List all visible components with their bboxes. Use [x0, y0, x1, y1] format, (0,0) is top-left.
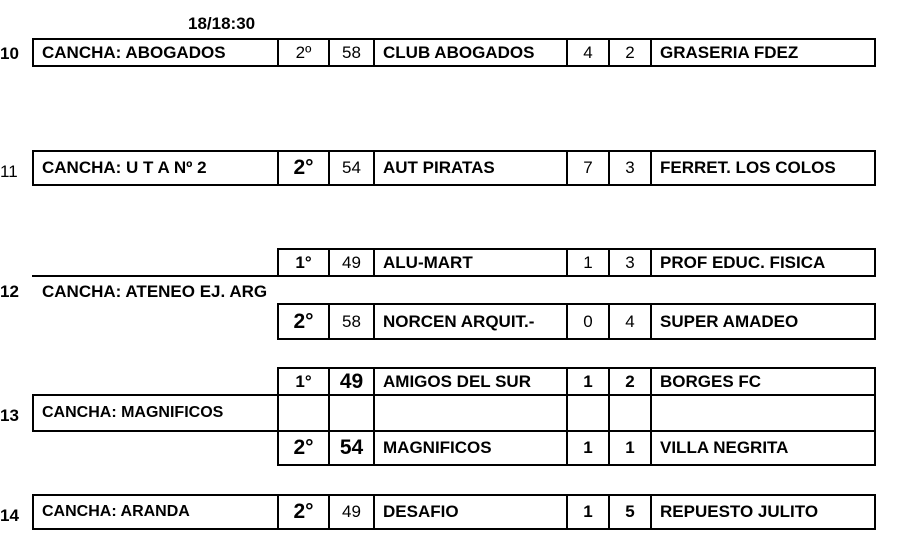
category-cell: 1°	[279, 369, 330, 394]
team2-cell: REPUESTO JULITO	[660, 502, 819, 521]
divider-line	[32, 275, 277, 277]
category-cell: 2°	[279, 305, 330, 338]
code-cell: 49	[330, 369, 375, 394]
code-cell: 49	[330, 250, 375, 275]
team2-cell: FERRET. LOS COLOS	[660, 158, 836, 177]
score2-cell: 5	[610, 496, 652, 528]
score1-cell: 4	[568, 40, 610, 65]
fixture-row-13b	[277, 430, 876, 466]
empty-cell	[279, 396, 330, 430]
team1-cell: DESAFIO	[375, 496, 568, 528]
score2-cell: 3	[610, 152, 652, 184]
score1-cell: 7	[568, 152, 610, 184]
team1-cell: NORCEN ARQUIT.-	[375, 305, 568, 338]
team1-cell: AUT PIRATAS	[375, 152, 568, 184]
score1-cell: 1	[568, 432, 610, 464]
row-number-10: 10	[0, 44, 19, 63]
row-number-11: 11	[0, 162, 18, 181]
code-cell: 58	[330, 305, 375, 338]
score2-cell: 3	[610, 250, 652, 275]
team2-cell: PROF EDUC. FISICA	[660, 252, 826, 272]
score2-cell: 2	[610, 40, 652, 65]
empty-cell	[375, 396, 568, 430]
team1-cell: AMIGOS DEL SUR	[375, 369, 568, 394]
code-cell: 54	[330, 432, 375, 464]
team1-cell: MAGNIFICOS	[375, 432, 568, 464]
code-cell: 58	[330, 40, 375, 65]
fixture-row-12b	[277, 303, 876, 340]
empty-cell	[652, 396, 874, 430]
team2-cell: BORGES FC	[660, 371, 762, 391]
category-cell: 2°	[279, 432, 330, 464]
row-number-12: 12	[0, 282, 19, 301]
score1-cell: 1	[568, 496, 610, 528]
category-cell: 1°	[279, 250, 330, 275]
fixture-row-10	[32, 38, 876, 67]
fixture-row-13a	[277, 367, 876, 396]
row-number-14: 14	[0, 506, 19, 525]
fixture-row-14	[32, 494, 876, 530]
category-cell: 2°	[279, 152, 330, 184]
team1-cell: ALU-MART	[375, 250, 568, 275]
cancha-label: CANCHA: ATENEO EJ. ARG	[42, 282, 268, 301]
code-cell: 54	[330, 152, 375, 184]
fixture-row-12a	[277, 248, 876, 277]
empty-cell	[610, 396, 652, 430]
team2-cell: SUPER AMADEO	[660, 311, 799, 331]
cancha-cell: CANCHA: MAGNIFICOS	[34, 396, 279, 430]
row-number-13: 13	[0, 406, 19, 425]
empty-cell	[568, 396, 610, 430]
score2-cell: 4	[610, 305, 652, 338]
empty-cell	[330, 396, 375, 430]
score2-cell: 2	[610, 369, 652, 394]
team1-cell: CLUB ABOGADOS	[375, 40, 568, 65]
cancha-cell: CANCHA: U T A Nº 2	[34, 152, 279, 184]
score1-cell: 0	[568, 305, 610, 338]
fixture-row-13-mid	[32, 394, 876, 432]
fixture-row-11	[32, 150, 876, 186]
team2-cell: GRASERIA FDEZ	[660, 42, 799, 62]
category-cell: 2º	[279, 40, 330, 65]
cancha-cell: CANCHA: ABOGADOS	[34, 40, 279, 65]
score2-cell: 1	[610, 432, 652, 464]
code-cell: 49	[330, 496, 375, 528]
time-header: 18/18:30	[188, 14, 256, 33]
score1-cell: 1	[568, 250, 610, 275]
team2-cell: VILLA NEGRITA	[660, 438, 789, 457]
category-cell: 2°	[279, 496, 330, 528]
cancha-cell: CANCHA: ARANDA	[34, 496, 279, 528]
score1-cell: 1	[568, 369, 610, 394]
